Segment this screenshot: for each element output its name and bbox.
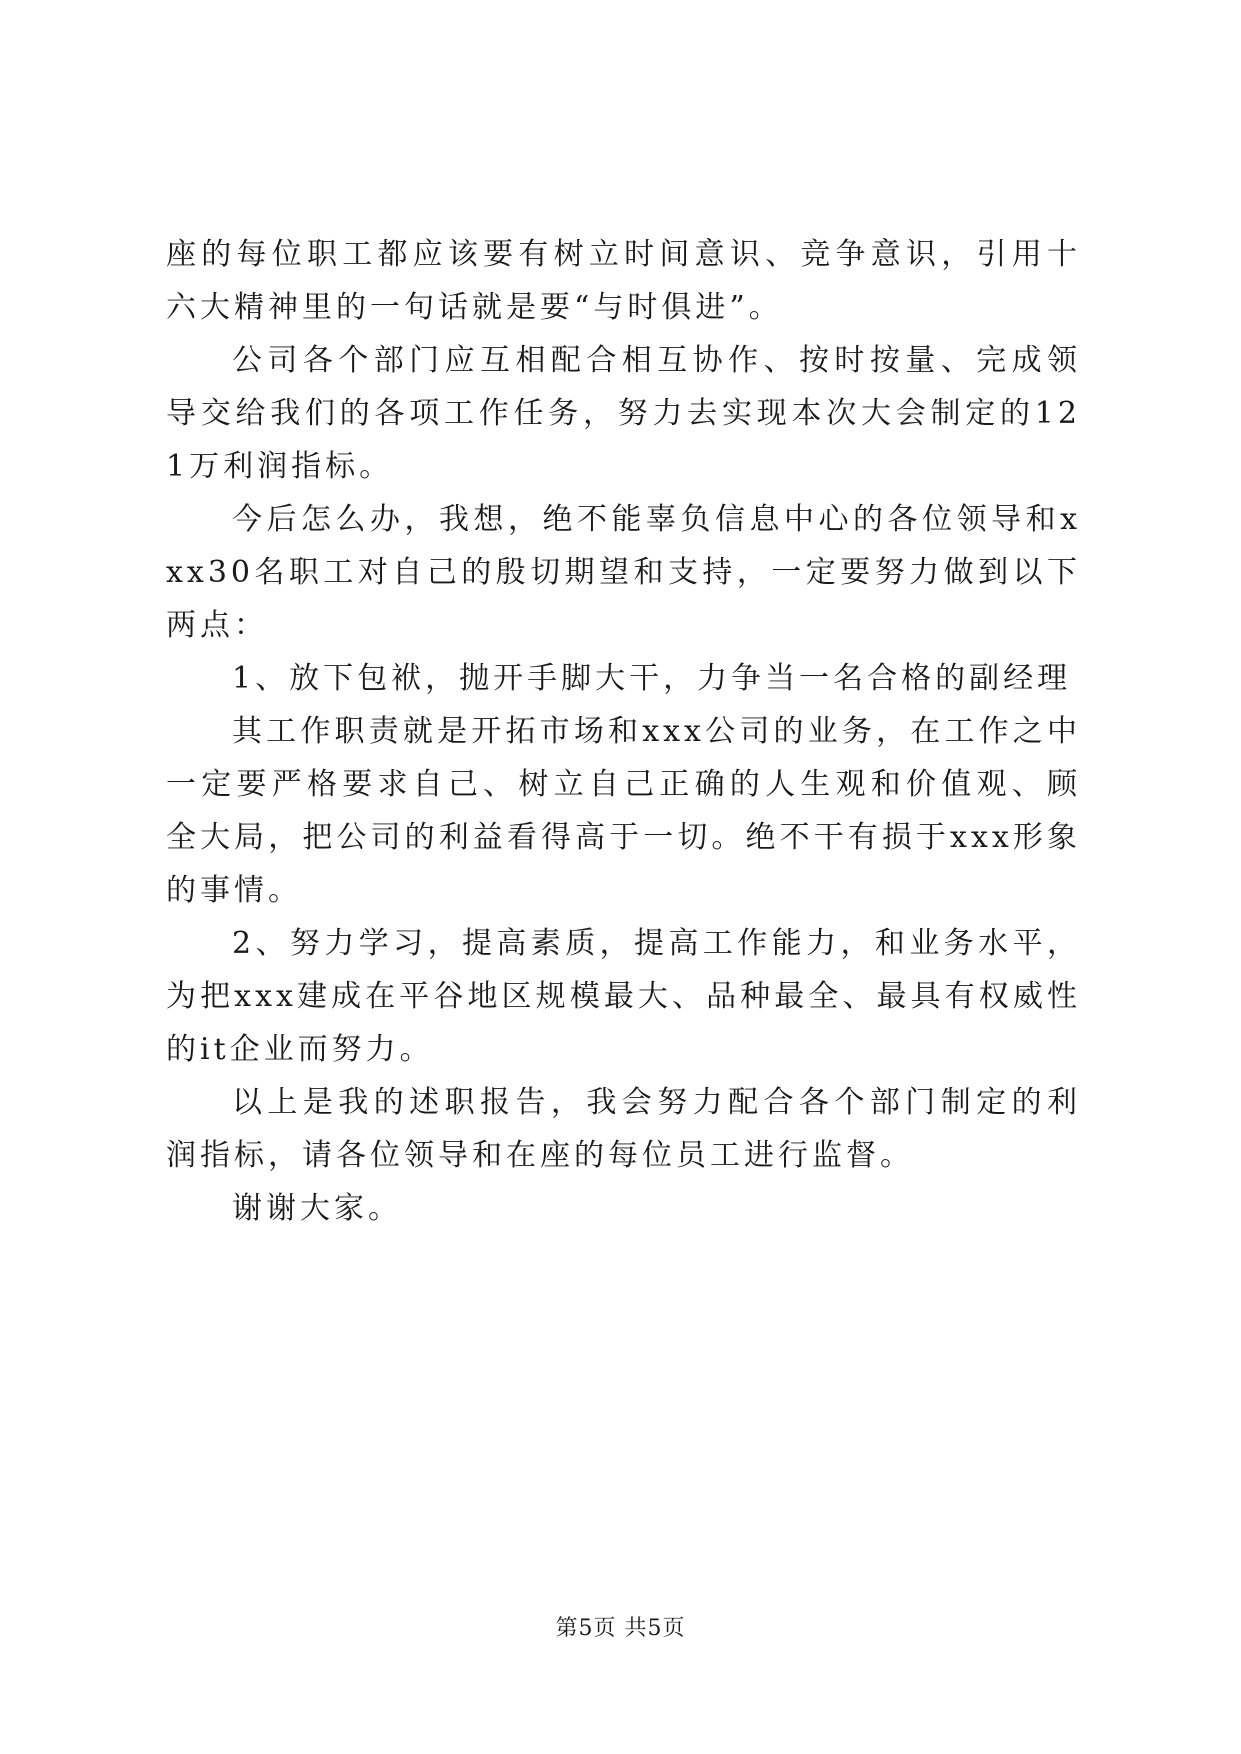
- closing-remark: 谢谢大家。: [232, 1191, 402, 1226]
- document-body: [166, 228, 1081, 1235]
- paragraph-continuation: 座的每位职工都应该要有树立时间意识、竞争意识，引用十六大精神里的一句话就是要“与时俱进”。: [166, 237, 1081, 325]
- paragraph: 今后怎么办，我想，绝不能辜负信息中心的各位领导和xxx30名职工对自己的殷切期望和支持，一定要努力做到以下两点：: [166, 502, 1081, 643]
- paragraph: 以上是我的述职报告，我会努力配合各个部门制定的利润指标，请各位领导和在座的每位员工进行监督。: [166, 1085, 1081, 1173]
- paragraph: 其工作职责就是开拓市场和xxx公司的业务，在工作之中一定要严格要求自己、树立自己正确的人生观和价值观、顾全大局，把公司的利益看得高于一切。绝不干有损于xxx形象的事情。: [166, 714, 1081, 908]
- page-number-footer: 第5页 共5页: [555, 1616, 686, 1641]
- list-item-heading: 1、放下包袱，抛开手脚大干，力争当一名合格的副经理: [232, 661, 1072, 696]
- paragraph: 公司各个部门应互相配合相互协作、按时按量、完成领导交给我们的各项工作任务，努力去实现本次大会制定的121万利润指标。: [166, 343, 1081, 484]
- list-item-heading: 2、努力学习，提高素质，提高工作能力，和业务水平，为把xxx建成在平谷地区规模最大、品种最全、最具有权威性的it企业而努力。: [166, 926, 1081, 1067]
